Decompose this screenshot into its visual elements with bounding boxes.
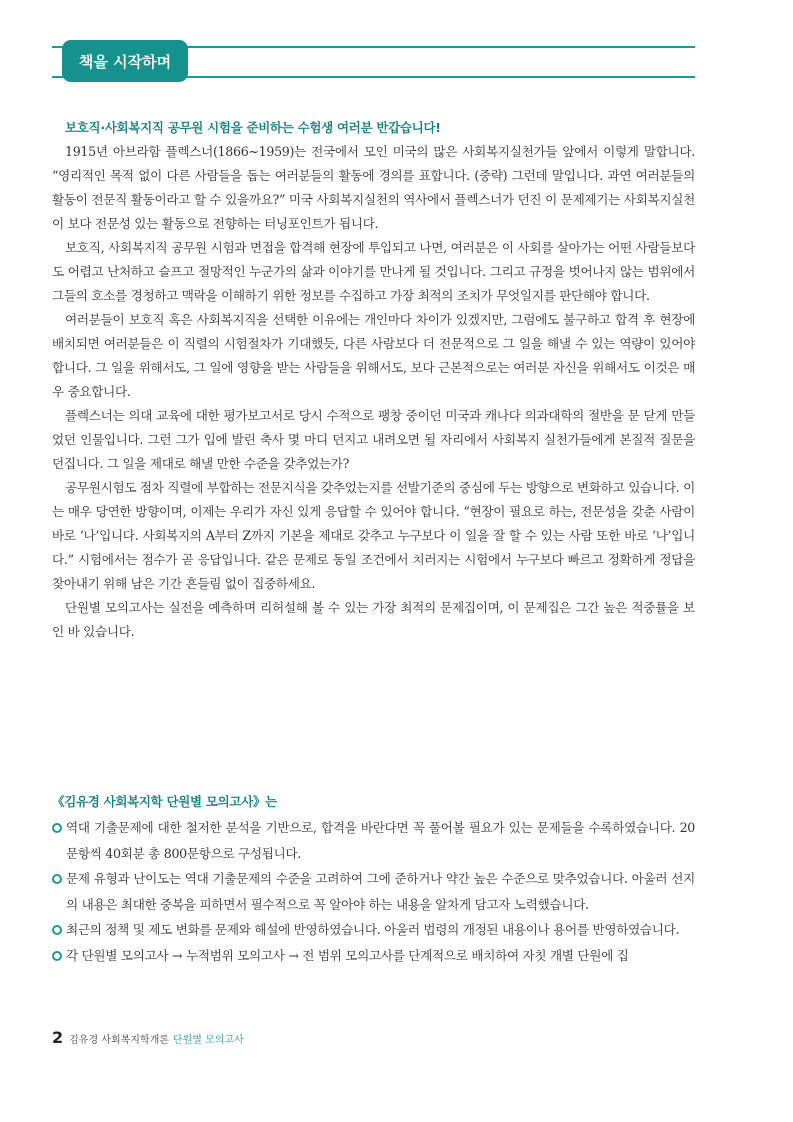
bullet-circle-icon: [52, 874, 62, 884]
list-item: [52, 943, 695, 969]
footer-series-title: 단원별 모의고사: [172, 1035, 244, 1046]
intro-paragraph-6: 단원별 모의고사는 실전을 예측하며 리허설해 볼 수 있는 가장 최적의 문제집이며, 이 문제집은 그간 높은 적중률을 보인 바 있습니다.: [52, 600, 695, 639]
list-item: [52, 815, 695, 866]
list-item: [52, 866, 695, 917]
chapter-banner: [62, 40, 188, 82]
list-item-text: 최근의 정책 및 제도 변화를 문제와 해설에 반영하였습니다. 아울러 법령의 개정된 내용이나 용어를 반영하였습니다.: [66, 922, 680, 937]
intro-heading: 보호직·사회복지직 공무원 시험을 준비하는 수험생 여러분 반갑습니다!: [65, 120, 441, 135]
page-number: 2: [52, 1028, 64, 1047]
bullet-circle-icon: [52, 951, 62, 961]
intro-paragraph-3: 여러분들이 보호직 혹은 사회복지직을 선택한 이유에는 개인마다 차이가 있겠지만, 그럼에도 불구하고 합격 후 현장에 배치되면 여러분들은 이 직렬의 시험절차가 기대했듯, 다른 사람보다 더 전문적으로 그 일을 해낼 수 있는 역량이 있어야 합니다. 그 일을 위해서도, 그 일에 영향을 받는 사람들을 위해서도, 보다 근본적으로는 여러분 자신을 위해서도 이것은 매우 중요합니다.: [52, 312, 695, 399]
intro-paragraph-4: 플렉스너는 의대 교육에 대한 평가보고서로 당시 수적으로 팽창 중이던 미국과 캐나다 의과대학의 절반을 문 닫게 만들었던 인물입니다. 그런 그가 입에 발린 축사 몇 마디 던지고 내려오면 될 자리에서 사회복지 실천가들에게 본질적 질문을 던집니다. 그 일을 제대로 해낼 만한 수준을 갖추었는가?: [52, 408, 695, 471]
intro-body: [52, 140, 695, 644]
bullet-circle-icon: [52, 925, 62, 935]
list-item-text: 문제 유형과 난이도는 역대 기출문제의 수준을 고려하여 그에 준하거나 약간 높은 수준으로 맞추었습니다. 아울러 선지의 내용은 최대한 중복을 피하면서 필수적으로 꼭 알아야 하는 내용을 알차게 담고자 노력했습니다.: [66, 871, 695, 912]
features-heading: 《김유경 사회복지학 단원별 모의고사》는: [52, 794, 277, 809]
footer-book-title: 김유경 사회복지학개론: [69, 1035, 169, 1046]
list-item-text: 역대 기출문제에 대한 철저한 분석을 기반으로, 합격을 바란다면 꼭 풀어볼 필요가 있는 문제들을 수록하였습니다. 20문항씩 40회분 총 800문항으로 구성됩니다.: [66, 820, 695, 861]
intro-paragraph-2: 보호직, 사회복지직 공무원 시험과 면접을 합격해 현장에 투입되고 나면, 여러분은 이 사회를 살아가는 어떤 사람들보다도 어렵고 난처하고 슬프고 절망적인 누군가의 삶과 이야기를 만나게 될 것입니다. 그리고 규정을 벗어나지 않는 범위에서 그들의 호소를 경청하고 맥락을 이해하기 위한 정보를 수집하고 가장 최적의 조치가 무엇일지를 판단해야 합니다.: [52, 240, 695, 303]
list-item-text: 각 단원별 모의고사 → 누적범위 모의고사 → 전 범위 모의고사를 단계적으로 배치하여 자칫 개별 단원에 집: [66, 947, 629, 963]
chapter-title: 책을 시작하며: [78, 52, 172, 71]
features-list: [52, 815, 695, 968]
bullet-circle-icon: [52, 823, 62, 833]
intro-paragraph-5: 공무원시험도 점차 직렬에 부합하는 전문지식을 갖추었는지를 선발기준의 중심에 두는 방향으로 변화하고 있습니다. 이는 매우 당연한 방향이며, 이제는 우리가 자신 있게 응답할 수 있어야 합니다. “현장이 필요로 하는, 전문성을 갖춘 사람이 바로 ‘나’입니다. 사회복지의 A부터 Z까지 기본을 제대로 갖추고 누구보다 이 일을 잘 할 수 있는 사람 또한 바로 ‘나’입니다.” 시험에서는 점수가 곧 응답입니다. 같은 문제로 동일 조건에서 치러지는 시험에서 누구보다 빠르고 정확하게 정답을 찾아내기 위해 남은 기간 흔들림 없이 집중하세요.: [52, 480, 695, 591]
page-footer: [52, 1028, 244, 1048]
list-item: [52, 917, 695, 943]
intro-paragraph-1: 1915년 아브라함 플렉스너(1866~1959)는 전국에서 모인 미국의 많은 사회복지실천가들 앞에서 이렇게 말합니다. “영리적인 목적 없이 다른 사람들을 돕는 여러분들의 활동에 경의를 표합니다. (중략) 그런데 말입니다. 과연 여러분들의 활동이 전문직 활동이라고 할 수 있을까요?” 미국 사회복지실천의 역사에서 플렉스너가 던진 이 문제제기는 사회복지실천이 보다 전문성 있는 활동으로 전향하는 터닝포인트가 됩니다.: [52, 144, 695, 231]
